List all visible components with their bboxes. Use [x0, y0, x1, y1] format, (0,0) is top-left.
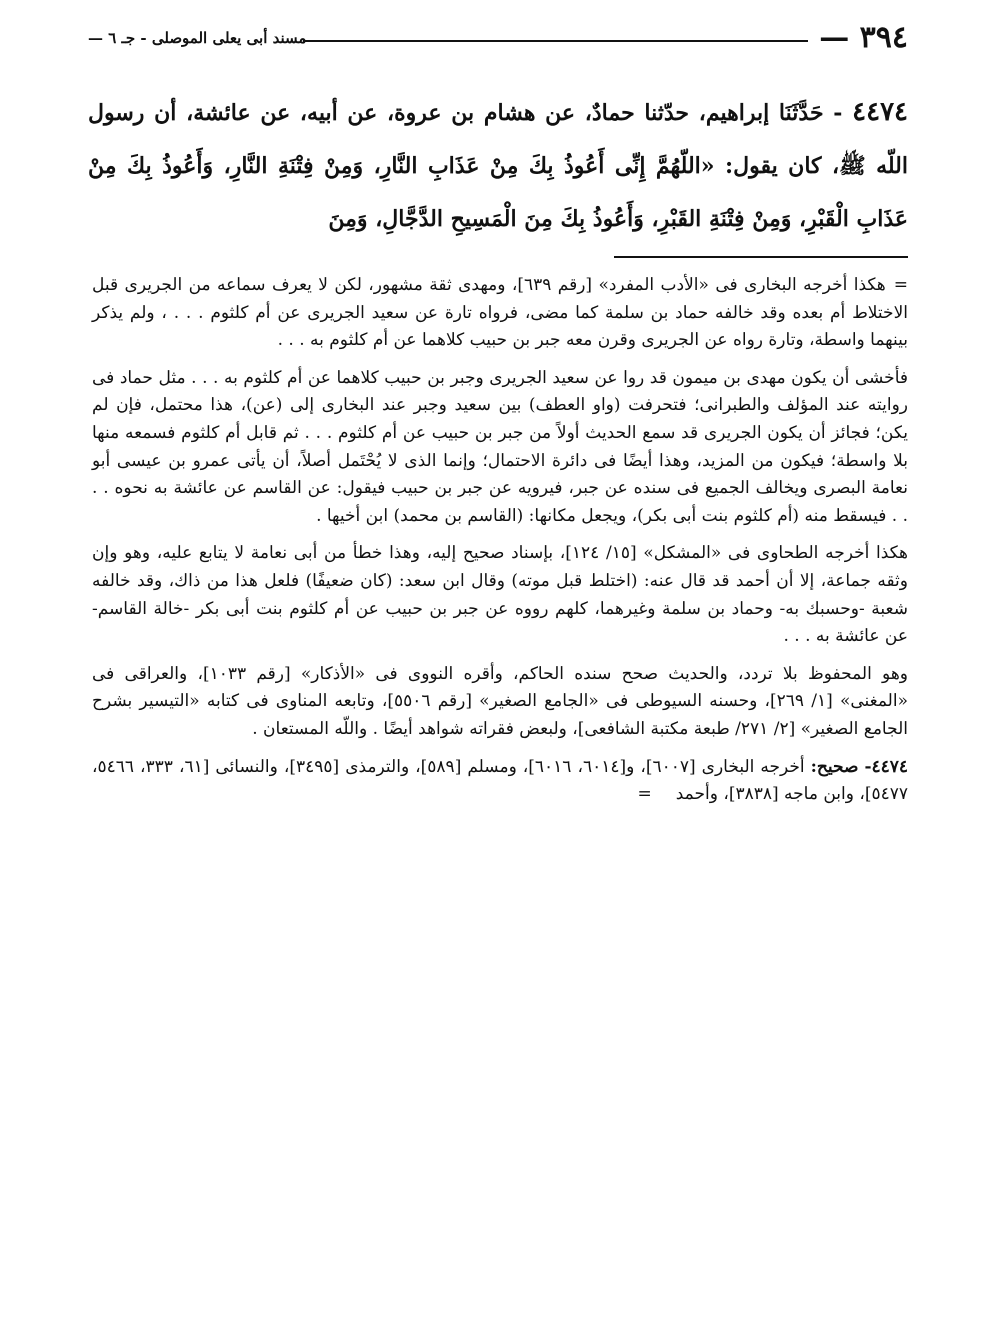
book-title: مسند أبى يعلى الموصلى - جـ ٦ — [88, 29, 307, 47]
hadith-number: ٤٤٧٤ [852, 97, 908, 127]
footnote-paragraph: وهو المحفوظ بلا تردد، والحديث صحح سنده الحاكم، وأقره النووى فى «الأذكار» [رقم ١٠٣٣]، والعراقى فى «المغنى» [١/ ٢٦٩]، وحسنه السيوطى فى «الجامع الصغير» [رقم ٥٥٠٦]، وتابعه المناوى فى كتابه «التيسير بشرح الجامع الصغير» [٢/ ٢٧١/ طبعة مكتبة الشافعى]، ولبعض فقراته شواهد أيضًا . واللّه المستعان . [92, 663, 908, 739]
footnote-paragraph: هكذا أخرجه الطحاوى فى «المشكل» [١٥/ ١٢٤]، بإسناد صحيح إليه، وهذا خطأ من أبى نعامة لا يتابع عليه، وهو وإن وثقه جماعة، إلا أن أحمد قد قال عنه: (اختلط قبل موته) وقال ابن سعد: (كان ضعيفًا) فلعل هذا من ذاك، وقد خالفه شعبة -وحسبك به- وحماد بن سلمة وغيرهما، كلهم رووه عن جبر بن حبيب عن أم كلثوم بنت أبى بكر -خالة القاسم- عن عائشة به . . . [92, 543, 908, 647]
footnote-paragraph: فأخشى أن يكون مهدى بن ميمون قد روا عن سعيد الجريرى وجبر بن حبيب كلاهما عن أم كلثوم به . . . مثل حماد فى روايته عند المؤلف والطبرانى؛ فتحرفت (واو العطف) بين سعيد وجبر عند البخارى إلى (عن)، هذا محتمل، فإن لم يكن؛ فجائز أن يكون الجريرى قد سمع الحديث أولاً من جبر بن حبيب عن أم كلثوم . . . ثم قابل أم كلثوم فسمعه منها بلا واسطة؛ فيكون من المزيد، وهذا أيضًا فى دائرة الاحتمال؛ وإنما الذى لا يُحْتَمل أصلاً، أن يأتى عمرو بن عيسى أبو نعامة البصرى ويخالف الجميع فى سنده عن جبر، فيرويه عن جبر بن حبيب فيقول: عن القاسم عن عائشة به نحوه . . . . فيسقط منه (أم كلثوم بنت أبى بكر)، ويجعل مكانها: (القاسم بن محمد) ابن أخيها . [92, 367, 908, 526]
footnotes [92, 272, 908, 819]
hadith-body: - حَدَّثَنَا إبراهيم، حدّثنا حمادٌ، عن هشام بن عروة، عن أبيه، عن عائشة، أن رسول اللّه ﷺ، كان يقول: «اللّهُمَّ إِنِّى أَعُوذُ بِكَ مِنْ عَذَابِ النَّارِ، وَمِنْ فِتْنَةِ النَّارِ، وَأَعُوذُ بِكَ مِنْ عَذَابِ الْقَبْرِ، وَمِنْ فِتْنَةِ القَبْرِ، وَأَعُوذُ بِكَ مِنَ الْمَسِيحِ الدَّجَّالِ، وَمِنَ [88, 100, 908, 232]
continuation-marker: = [637, 784, 652, 805]
footnote-text: هكذا أخرجه البخارى فى «الأدب المفرد» [رقم ٦٣٩]، ومهدى ثقة مشهور، لكن لا يعرف سماعه من الجريرى قبل الاختلاط أم بعده وقد خالفه حماد بن سلمة كما مضى، فرواه تارة عن سعيد الجريرى عن أم كلثوم . . . ، ولم يذكر بينهما واسطة، وتارة رواه عن الجريرى وقرن معه جبر بن حبيب كلاهما عن أم كلثوم به . . . [92, 275, 908, 351]
footnote-paragraph [92, 754, 908, 809]
footnote-text: أخرجه البخارى [٦٠٠٧]، و[٦٠١٤، ٦٠١٦]، ومسلم [٥٨٩]، والترمذى [٣٤٩٥]، والنسائى [٦١، ٣٣٣، ٥٤٦٦، ٥٤٧٧]، وابن ماجه [٣٨٣٨]، وأحمد [92, 756, 908, 805]
footnote-separator [614, 256, 908, 258]
continuation-marker: = [893, 275, 908, 295]
page-header [88, 18, 908, 58]
header-rule [303, 40, 808, 42]
footnote-hadith-number: ٤٤٧٤- [864, 756, 909, 777]
page-number: ٣٩٤ — [819, 20, 908, 55]
hadith-text-block [88, 86, 908, 246]
footnote-paragraph [92, 272, 908, 355]
hadith-grade: صحيح: [810, 756, 859, 777]
